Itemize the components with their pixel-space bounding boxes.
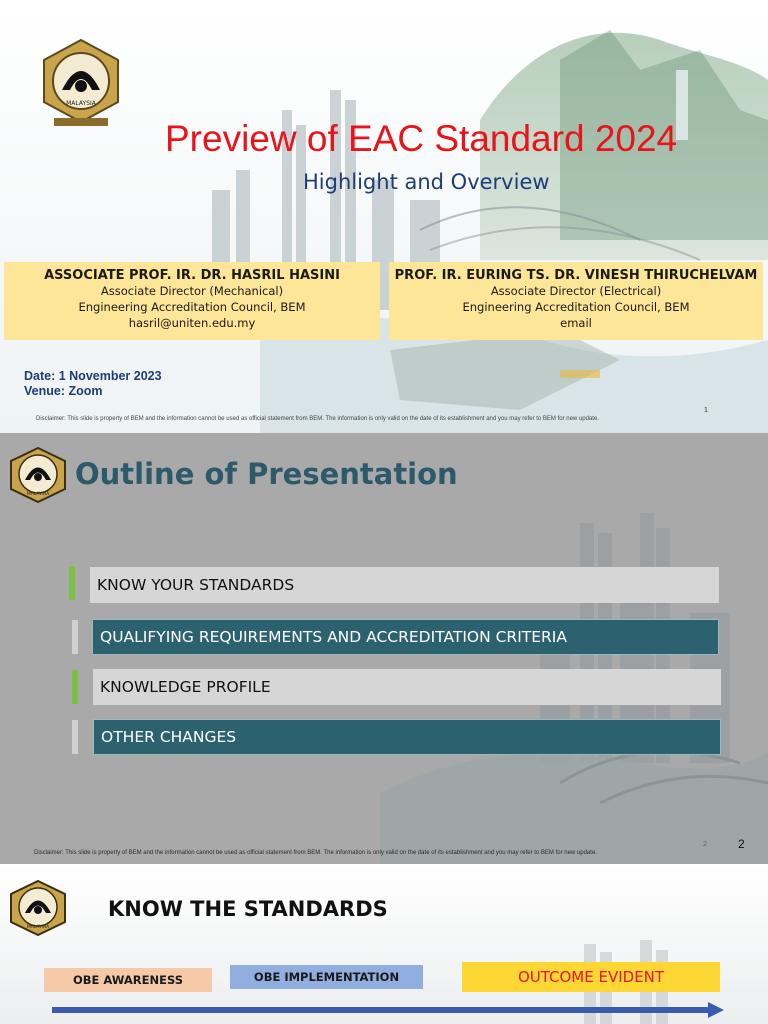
logo-caption: MALAYSIA [26, 492, 50, 497]
slide-title: Outline of Presentation [75, 457, 458, 491]
logo-caption: MALAYSIA [26, 925, 50, 930]
outline-bullet-bar [72, 620, 78, 654]
speaker-card-1 [4, 262, 380, 340]
stage-obe-implementation: OBE IMPLEMENTATION [230, 965, 423, 989]
page-number-small: 2 [703, 841, 707, 848]
disclaimer-text: Disclaimer: This slide is property of BEM and the information cannot be used as official statement from BEM. The information is only valid on the date of its establishment and you may refer to BEM for new update. [34, 850, 597, 856]
outline-item-other-changes[interactable]: OTHER CHANGES [93, 719, 721, 755]
outline-bullet-bar [72, 670, 78, 704]
event-venue: Venue: Zoom [24, 384, 103, 398]
progress-arrow-icon [52, 1002, 724, 1018]
bem-logo-icon [40, 38, 122, 130]
speaker-role: Associate Director (Electrical) [490, 284, 662, 298]
bem-logo-icon [9, 447, 67, 503]
outline-bullet-bar [69, 566, 75, 600]
slide-subtitle: Highlight and Overview [303, 170, 550, 194]
slide-title: KNOW THE STANDARDS [108, 897, 388, 921]
slide-1 [0, 0, 768, 433]
speaker-email: email [560, 316, 592, 330]
speaker-org: Engineering Accreditation Council, BEM [462, 300, 690, 314]
speaker-role: Associate Director (Mechanical) [100, 284, 284, 298]
logo-caption: MALAYSIA [66, 100, 96, 107]
stage-obe-awareness: OBE AWARENESS [44, 968, 212, 992]
page-number: 1 [704, 407, 708, 414]
stage-outcome-evident: OUTCOME EVIDENT [462, 962, 720, 992]
bem-logo-icon [9, 880, 67, 936]
speaker-email: hasril@uniten.edu.my [128, 316, 256, 330]
event-date: Date: 1 November 2023 [24, 369, 162, 383]
outline-item-knowledge-profile[interactable]: KNOWLEDGE PROFILE [93, 669, 721, 705]
outline-item-qualifying-requirements[interactable]: QUALIFYING REQUIREMENTS AND ACCREDITATION CRITERIA [92, 619, 719, 655]
event-meta [24, 369, 162, 399]
speaker-org: Engineering Accreditation Council, BEM [78, 300, 306, 314]
speaker-card-2 [389, 262, 763, 340]
outline-bullet-bar [72, 720, 78, 754]
city-backdrop-image [0, 864, 768, 1024]
slide-2 [0, 433, 768, 864]
slide-title: Preview of EAC Standard 2024 [165, 118, 678, 159]
disclaimer-text: Disclaimer: This slide is property of BEM and the information cannot be used as official statement from BEM. The information is only valid on the date of its establishment and you may refer to BEM for new update. [36, 416, 599, 422]
slide-3 [0, 864, 768, 1024]
speaker-name: ASSOCIATE PROF. IR. DR. HASRIL HASINI [44, 268, 340, 283]
speaker-name: PROF. IR. EURING TS. DR. VINESH THIRUCHELVAM [394, 268, 758, 283]
outline-item-know-your-standards[interactable]: KNOW YOUR STANDARDS [90, 567, 719, 603]
page-number: 2 [738, 837, 745, 851]
